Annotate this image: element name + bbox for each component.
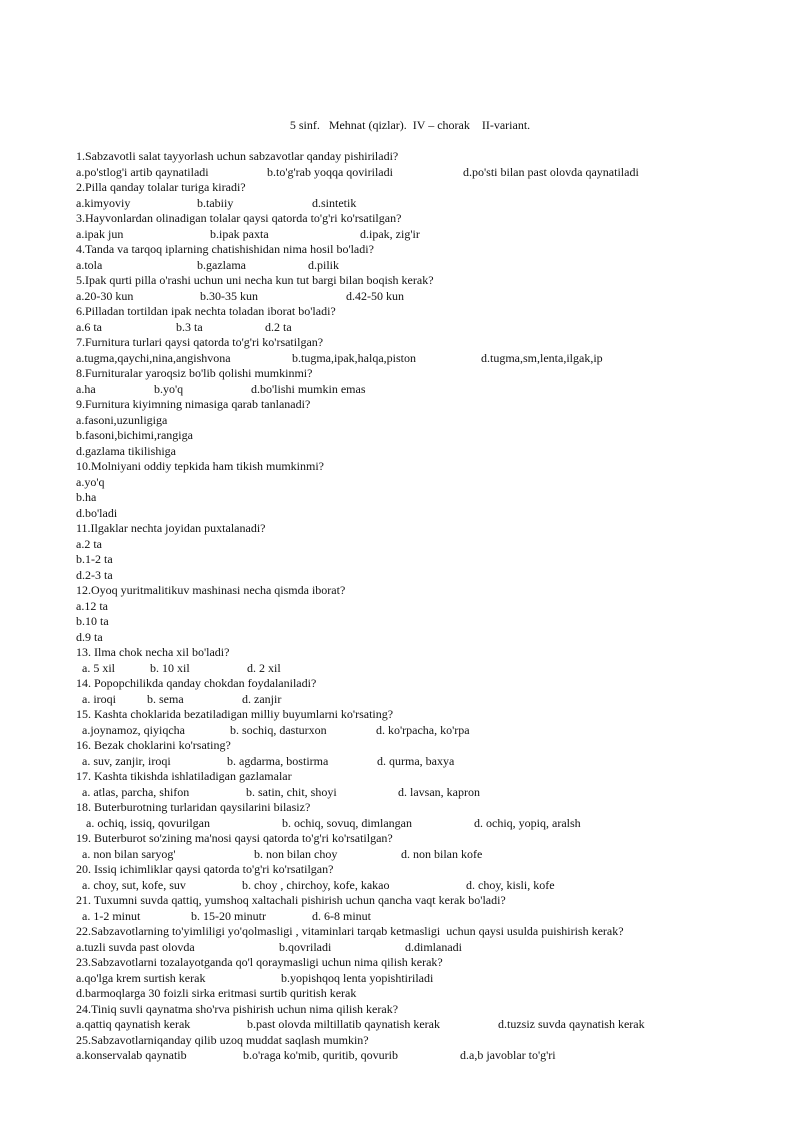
question-text: [76, 180, 796, 195]
question-label: 24.Tiniq suvli qaynatma sho'rva pishirish uchun nima qilish kerak?: [76, 1001, 399, 1016]
question-label: 12.Oyoq yuritmalitikuv mashinasi necha qismda iborat?: [76, 583, 346, 597]
question-label: 11.Ilgaklar nechta joyidan puxtalanadi?: [76, 521, 266, 535]
answer-option: d. lavsan, kapron: [398, 784, 480, 799]
answer-option: a.joynamoz, qiyiqcha: [82, 722, 185, 737]
answer-option: d.sintetik: [312, 195, 357, 210]
answer-option: a.yo'q: [76, 474, 105, 489]
answer-line: [76, 475, 796, 490]
question-label: 21. Tuxumni suvda qattiq, yumshoq xaltachali pishirish uchun qancha vaqt kerak bo'ladi?: [76, 893, 506, 907]
question-text: [76, 366, 796, 381]
answer-option: d.tugma,sm,lenta,ilgak,ip: [481, 350, 603, 365]
answer-option: a.6 ta: [76, 319, 102, 334]
question-label: 7.Furnitura turlari qaysi qatorda to'g'ri ko'rsatilgan?: [76, 335, 324, 349]
question-label: 25.Sabzavotlarniqanday qilib uzoq muddat saqlash mumkin?: [76, 1032, 369, 1047]
answer-option: b. choy , chirchoy, kofe, kakao: [242, 877, 390, 892]
answer-option: a. choy, sut, kofe, suv: [82, 877, 186, 892]
answer-option: b.ipak paxta: [210, 226, 269, 241]
question-text: [76, 893, 796, 908]
answer-option: d.bo'ladi: [76, 505, 118, 520]
answer-line: [76, 165, 796, 180]
answer-line: [76, 754, 796, 769]
page-title: 5 sinf. Mehnat (qizlar). IV – chorak II-variant.: [289, 118, 531, 132]
answer-option: b. agdarma, bostirma: [227, 753, 329, 768]
question-text: [76, 924, 796, 939]
answer-line: [76, 537, 796, 552]
answer-option: b. sochiq, dasturxon: [230, 722, 327, 737]
answer-line: [76, 878, 796, 893]
answer-option: d. zanjir: [242, 691, 282, 706]
answer-option: a.2 ta: [76, 536, 102, 551]
answer-option: b.qovriladi: [279, 939, 332, 954]
question-text: [76, 676, 796, 691]
answer-option: d.bo'lishi mumkin emas: [251, 381, 366, 396]
question-label: 10.Molniyani oddiy tepkida ham tikish mumkinmi?: [76, 459, 324, 473]
answer-option: b. 15-20 minutr: [191, 908, 266, 923]
answer-line: [76, 351, 796, 366]
answer-option: b.gazlama: [197, 257, 246, 272]
answer-line: [76, 490, 796, 505]
answer-line: [76, 552, 796, 567]
answer-line: [76, 413, 796, 428]
answer-option: d. ko'rpacha, ko'rpa: [376, 722, 470, 737]
answer-option: a. non bilan saryog': [82, 846, 176, 861]
answer-line: [76, 428, 796, 443]
question-label: 23.Sabzavotlarni tozalayotganda qo'l qoraymasligi uchun nima qilish kerak?: [76, 955, 443, 969]
answer-line: [76, 692, 796, 707]
answer-option: a. ochiq, issiq, qovurilgan: [86, 815, 210, 830]
question-text: [76, 707, 796, 722]
question-text: [76, 738, 796, 753]
answer-line: [76, 258, 796, 273]
answer-option: b.3 ta: [176, 319, 203, 334]
question-label: 14. Popopchilikda qanday chokdan foydalaniladi?: [76, 676, 317, 690]
answer-option: b.tabiiy: [197, 195, 234, 210]
answer-option: a.tugma,qaychi,nina,angishvona: [76, 350, 231, 365]
question-text: [76, 800, 796, 815]
answer-line: [76, 1048, 796, 1063]
question-text: [76, 335, 796, 350]
answer-option: d.tuzsiz suvda qaynatish kerak: [498, 1017, 645, 1031]
answer-line: [76, 847, 796, 862]
answer-option: b.yopishqoq lenta yopishtiriladi: [281, 970, 434, 985]
answer-option: d.2 ta: [265, 319, 292, 334]
question-label: 8.Furnituralar yaroqsiz bo'lib qolishi mumkinmi?: [76, 366, 313, 380]
answer-option: a. suv, zanjir, iroqi: [82, 753, 171, 768]
answer-option: a.po'stlog'i artib qaynatiladi: [76, 164, 209, 179]
answer-option: d.ipak, zig'ir: [360, 226, 420, 241]
answer-option: b.past olovda miltillatib qaynatish kerak: [247, 1017, 440, 1031]
answer-option: a.ipak jun: [76, 226, 124, 241]
question-text: [76, 769, 796, 784]
answer-option: a.tola: [76, 257, 103, 272]
answer-option: a.ha: [76, 381, 96, 396]
question-label: 4.Tanda va tarqoq iplarning chatishishidan nima hosil bo'ladi?: [76, 242, 374, 256]
question-label: 18. Buterburotning turlaridan qaysilarini bilasiz?: [76, 800, 311, 814]
answer-line: [76, 196, 796, 211]
answer-option: a. 5 xil: [82, 660, 115, 675]
answer-option: d.gazlama tikilishiga: [76, 443, 176, 458]
answer-line: [76, 986, 796, 1001]
answer-option: b. non bilan choy: [254, 846, 338, 861]
question-label: 13. Ilma chok necha xil bo'ladi?: [76, 645, 230, 659]
question-text: [76, 645, 796, 660]
answer-line: [76, 320, 796, 335]
answer-line: [76, 909, 796, 924]
answer-line: [76, 1017, 796, 1032]
question-label: 2.Pilla qanday tolalar turiga kiradi?: [76, 180, 246, 194]
question-text: [76, 583, 796, 598]
question-text: [76, 304, 796, 319]
answer-line: [76, 506, 796, 521]
answer-line: [76, 568, 796, 583]
question-label: 16. Bezak choklarini ko'rsating?: [76, 738, 231, 752]
question-label: 3.Hayvonlardan olinadigan tolalar qaysi qatorda to'g'ri ko'rsatilgan?: [76, 211, 402, 225]
answer-line: [76, 785, 796, 800]
answer-line: [76, 289, 796, 304]
answer-option: d.a,b javoblar to'g'ri: [460, 1048, 556, 1062]
answer-option: a.fasoni,uzunligiga: [76, 412, 168, 427]
answer-option: a.qo'lga krem surtish kerak: [76, 970, 206, 985]
answer-option: b.10 ta: [76, 614, 109, 628]
answer-option: d. qurma, baxya: [377, 753, 455, 768]
question-text: [76, 397, 796, 412]
question-text: [76, 273, 796, 288]
answer-line: [76, 444, 796, 459]
question-text: [76, 459, 796, 474]
answer-option: d.9 ta: [76, 629, 103, 644]
answer-option: b.o'raga ko'mib, quritib, qovurib: [243, 1048, 398, 1062]
question-label: 19. Buterburot so'zining ma'nosi qaysi qatorda to'g'ri ko'rsatilgan?: [76, 831, 393, 845]
answer-line: [76, 723, 796, 738]
answer-option: d. non bilan kofe: [401, 846, 483, 861]
question-label: 5.Ipak qurti pilla o'rashi uchun uni necha kun tut bargi bilan boqish kerak?: [76, 273, 434, 287]
answer-option: d.barmoqlarga 30 foizli sirka eritmasi surtib quritish kerak: [76, 986, 357, 1000]
answer-option: d. 6-8 minut: [312, 908, 371, 923]
answer-option: a.tuzli suvda past olovda: [76, 939, 195, 954]
answer-option: d.pilik: [308, 257, 340, 272]
question-text: [76, 831, 796, 846]
question-label: 1.Sabzavotli salat tayyorlash uchun sabzavotlar qanday pishiriladi?: [76, 149, 399, 163]
answer-option: a. 1-2 minut: [82, 908, 141, 923]
answer-option: b.ha: [76, 490, 97, 504]
question-label: 9.Furnitura kiyimning nimasiga qarab tanlanadi?: [76, 397, 311, 411]
answer-option: d. choy, kisli, kofe: [466, 877, 555, 892]
answer-option: b. 10 xil: [150, 660, 190, 675]
answer-option: b.1-2 ta: [76, 552, 113, 566]
question-text: [76, 521, 796, 536]
answer-line: [76, 599, 796, 614]
question-label: 6.Pilladan tortildan ipak nechta toladan iborat bo'ladi?: [76, 304, 336, 318]
answer-line: [76, 382, 796, 397]
answer-option: b. ochiq, sovuq, dimlangan: [282, 815, 412, 830]
answer-line: [76, 940, 796, 955]
answer-option: a.qattiq qaynatish kerak: [76, 1017, 191, 1031]
question-text: [76, 862, 796, 877]
answer-option: b.yo'q: [154, 381, 184, 396]
answer-option: b.fasoni,bichimi,rangiga: [76, 428, 193, 442]
answer-line: [76, 614, 796, 629]
question-text: [76, 149, 796, 164]
question-text: [76, 211, 796, 226]
answer-option: a.20-30 kun: [76, 288, 134, 303]
answer-option: d.2-3 ta: [76, 567, 113, 582]
answer-option: a.konservalab qaynatib: [76, 1048, 187, 1062]
answer-option: b.30-35 kun: [200, 288, 258, 303]
question-text: [76, 1033, 796, 1048]
answer-line: [76, 971, 796, 986]
answer-option: b. sema: [147, 691, 184, 706]
answer-option: b. satin, chit, shoyi: [246, 784, 337, 799]
answer-option: a.12 ta: [76, 598, 108, 613]
question-label: 22.Sabzavotlarning to'yimliligi yo'qolmasligi , vitaminlari tarqab ketmasligi uchun qaysi usulda puishirish kerak?: [76, 924, 624, 938]
answer-option: d. 2 xil: [247, 660, 281, 675]
question-text: [76, 242, 796, 257]
question-label: 17. Kashta tikishda ishlatiladigan gazlamalar: [76, 769, 292, 783]
answer-option: d.dimlanadi: [405, 939, 462, 954]
answer-line: [76, 661, 796, 676]
answer-option: b.tugma,ipak,halqa,piston: [292, 350, 416, 365]
answer-line: [76, 630, 796, 645]
answer-line: [76, 227, 796, 242]
question-label: 15. Kashta choklarida bezatiladigan milliy buyumlarni ko'rsating?: [76, 707, 394, 721]
answer-option: a.kimyoviy: [76, 195, 131, 210]
answer-line: [76, 816, 796, 831]
answer-option: d.42-50 kun: [346, 288, 404, 303]
answer-option: d.po'sti bilan past olovda qaynatiladi: [463, 164, 639, 179]
answer-option: d. ochiq, yopiq, aralsh: [474, 815, 581, 830]
answer-option: a. iroqi: [82, 691, 116, 706]
question-text: [76, 955, 796, 970]
question-label: 20. Issiq ichimliklar qaysi qatorda to'g'ri ko'rsatilgan?: [76, 862, 334, 876]
answer-option: a. atlas, parcha, shifon: [82, 784, 190, 799]
answer-option: b.to'g'rab yoqqa qoviriladi: [267, 164, 393, 179]
question-text: [76, 1002, 796, 1017]
